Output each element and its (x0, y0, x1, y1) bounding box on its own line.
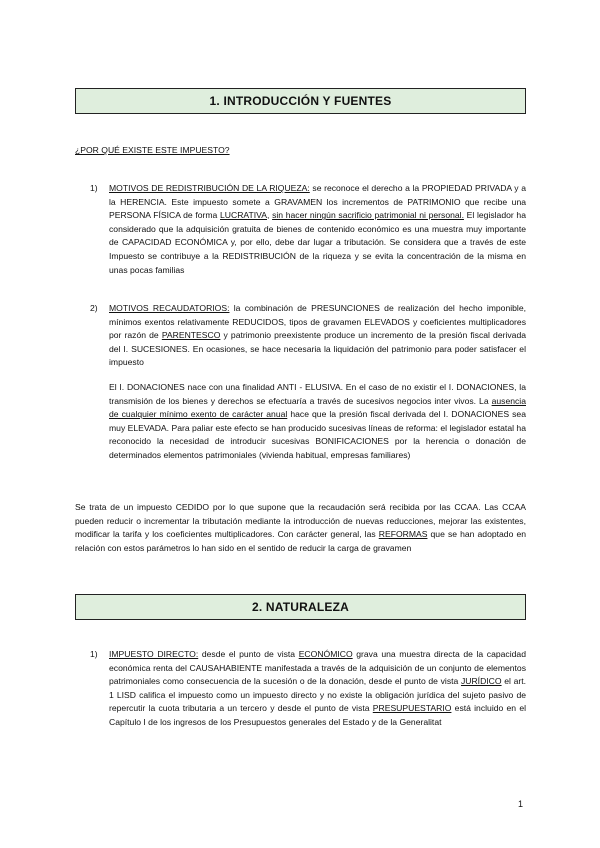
list-number: 2) (90, 303, 98, 313)
text: Se trata de un impuesto CEDIDO por lo que supone que la recaudación será recibida por las CCAA. Las CCAA pueden reducir o incrementar la tributación mediante la introducción de nuevas reducciones, mejorar las existentes, modificar la tarifa y los coeficientes multiplicadores. Con carácter general, las (75, 502, 526, 540)
text: el art. 1 LISD califica el impuesto como un impuesto directo y no existe la obligación jurídica del sujeto pasivo de repercutir la cuota tributaria a un tercero y desde el punto de vista (109, 676, 526, 714)
list-number: 1) (90, 183, 98, 193)
term-underlined: IMPUESTO DIRECTO: (109, 649, 199, 659)
text: la combinación de PRESUNCIONES de realización del hecho imponible, mínimos exentos relativamente REDUCIDOS, tipos de gravamen ELEVADOS y coeficientes multiplicadores por razón de (109, 303, 526, 341)
text: está incluido en el Capítulo I de los ingresos de los Presupuestos generales del Estado y de la Generalitat (109, 703, 527, 727)
paragraph (109, 302, 526, 370)
text: desde el punto de vista (198, 649, 299, 659)
term-underlined: JURÍDICO (460, 676, 502, 687)
section-heading-introduccion (75, 88, 526, 114)
section-title: 1. INTRODUCCIÓN Y FUENTES (209, 94, 392, 108)
term-underlined: MOTIVOS DE REDISTRIBUCIÓN DE LA RIQUEZA: (109, 183, 310, 193)
list-item-impuesto-directo (90, 648, 526, 730)
list-number: 1) (90, 649, 98, 659)
term-underlined: MOTIVOS RECAUDATORIOS: (109, 303, 230, 313)
paragraph (109, 381, 526, 463)
closing-paragraph (75, 501, 526, 555)
text: El legislador ha considerado que la adquisición gratuita de bienes de contenido económico es una muestra muy importante de CAPACIDAD ECONÓMICA y, por ello, debe dar lugar a tributación. Se considera que a través de este Impuesto se contribuye a la REDISTRIBUCIÓN de la riqueza y se evita la concentración de la misma en unas pocas familias (109, 210, 526, 275)
term-underlined: PARENTESCO (161, 330, 221, 341)
paragraph (109, 648, 526, 730)
term-underlined: LUCRATIVA (220, 210, 267, 221)
text: grava una muestra directa de la capacidad económica renta del CAUSAHABIENTE manifestada a través de la adquisición de un conjunto de elementos patrimoniales como consecuencia de la sucesión o de la donación, desde el punto de vista (109, 649, 526, 687)
list-item-recaudatorios (90, 302, 526, 463)
paragraph (109, 182, 526, 277)
term-underlined: ECONÓMICO (298, 649, 353, 659)
section-heading-naturaleza (75, 594, 526, 620)
term-underlined: PRESUPUESTARIO (372, 703, 452, 714)
text: , (267, 210, 273, 221)
text: se reconoce el derecho a la PROPIEDAD PRIVADA y a la HERENCIA. Este impuesto somete a GRAVAMEN los incrementos de PATRIMONIO que recibe una PERSONA FÍSICA de forma (109, 183, 526, 221)
term-underlined: ausencia de cualquier mínimo exento de carácter anual (109, 395, 526, 420)
text: El I. DONACIONES nace con una finalidad ANTI - ELUSIVA. En el caso de no existir el I. DONACIONES, la transmisión de los bienes y derechos se efectuaría a través de sucesivos negocios inter vivos. La (109, 381, 526, 406)
section-title: 2. NATURALEZA (251, 600, 350, 614)
question-heading: ¿POR QUÉ EXISTE ESTE IMPUESTO? (75, 145, 230, 155)
list-item-redistribucion (90, 182, 526, 277)
text: hace que la presión fiscal derivada del I. DONACIONES sea muy ELEVADA. Para paliar este efecto se han producido sucesivas líneas de reforma: el legislador estatal ha reconocido la necesidad de introducir sucesivas BONIFICACIONES por la herencia o donación de determinados elementos patrimoniales (vivienda habitual, empresas familiares) (109, 409, 526, 460)
text: que se han adoptado en relación con estos parámetros lo han sido en el sentido de reducir la carga de gravamen (75, 529, 527, 553)
text: y patrimonio preexistente produce un incremento de la presión fiscal derivada del I. SUCESIONES. En ocasiones, se hace necesaria la liquidación del patrimonio para poder satisfacer el impuesto (109, 330, 527, 368)
term-underlined: sin hacer ningún sacrificio patrimonial ni personal. (272, 210, 464, 221)
term-underlined: REFORMAS (378, 529, 428, 540)
page-number: 1 (518, 799, 524, 809)
